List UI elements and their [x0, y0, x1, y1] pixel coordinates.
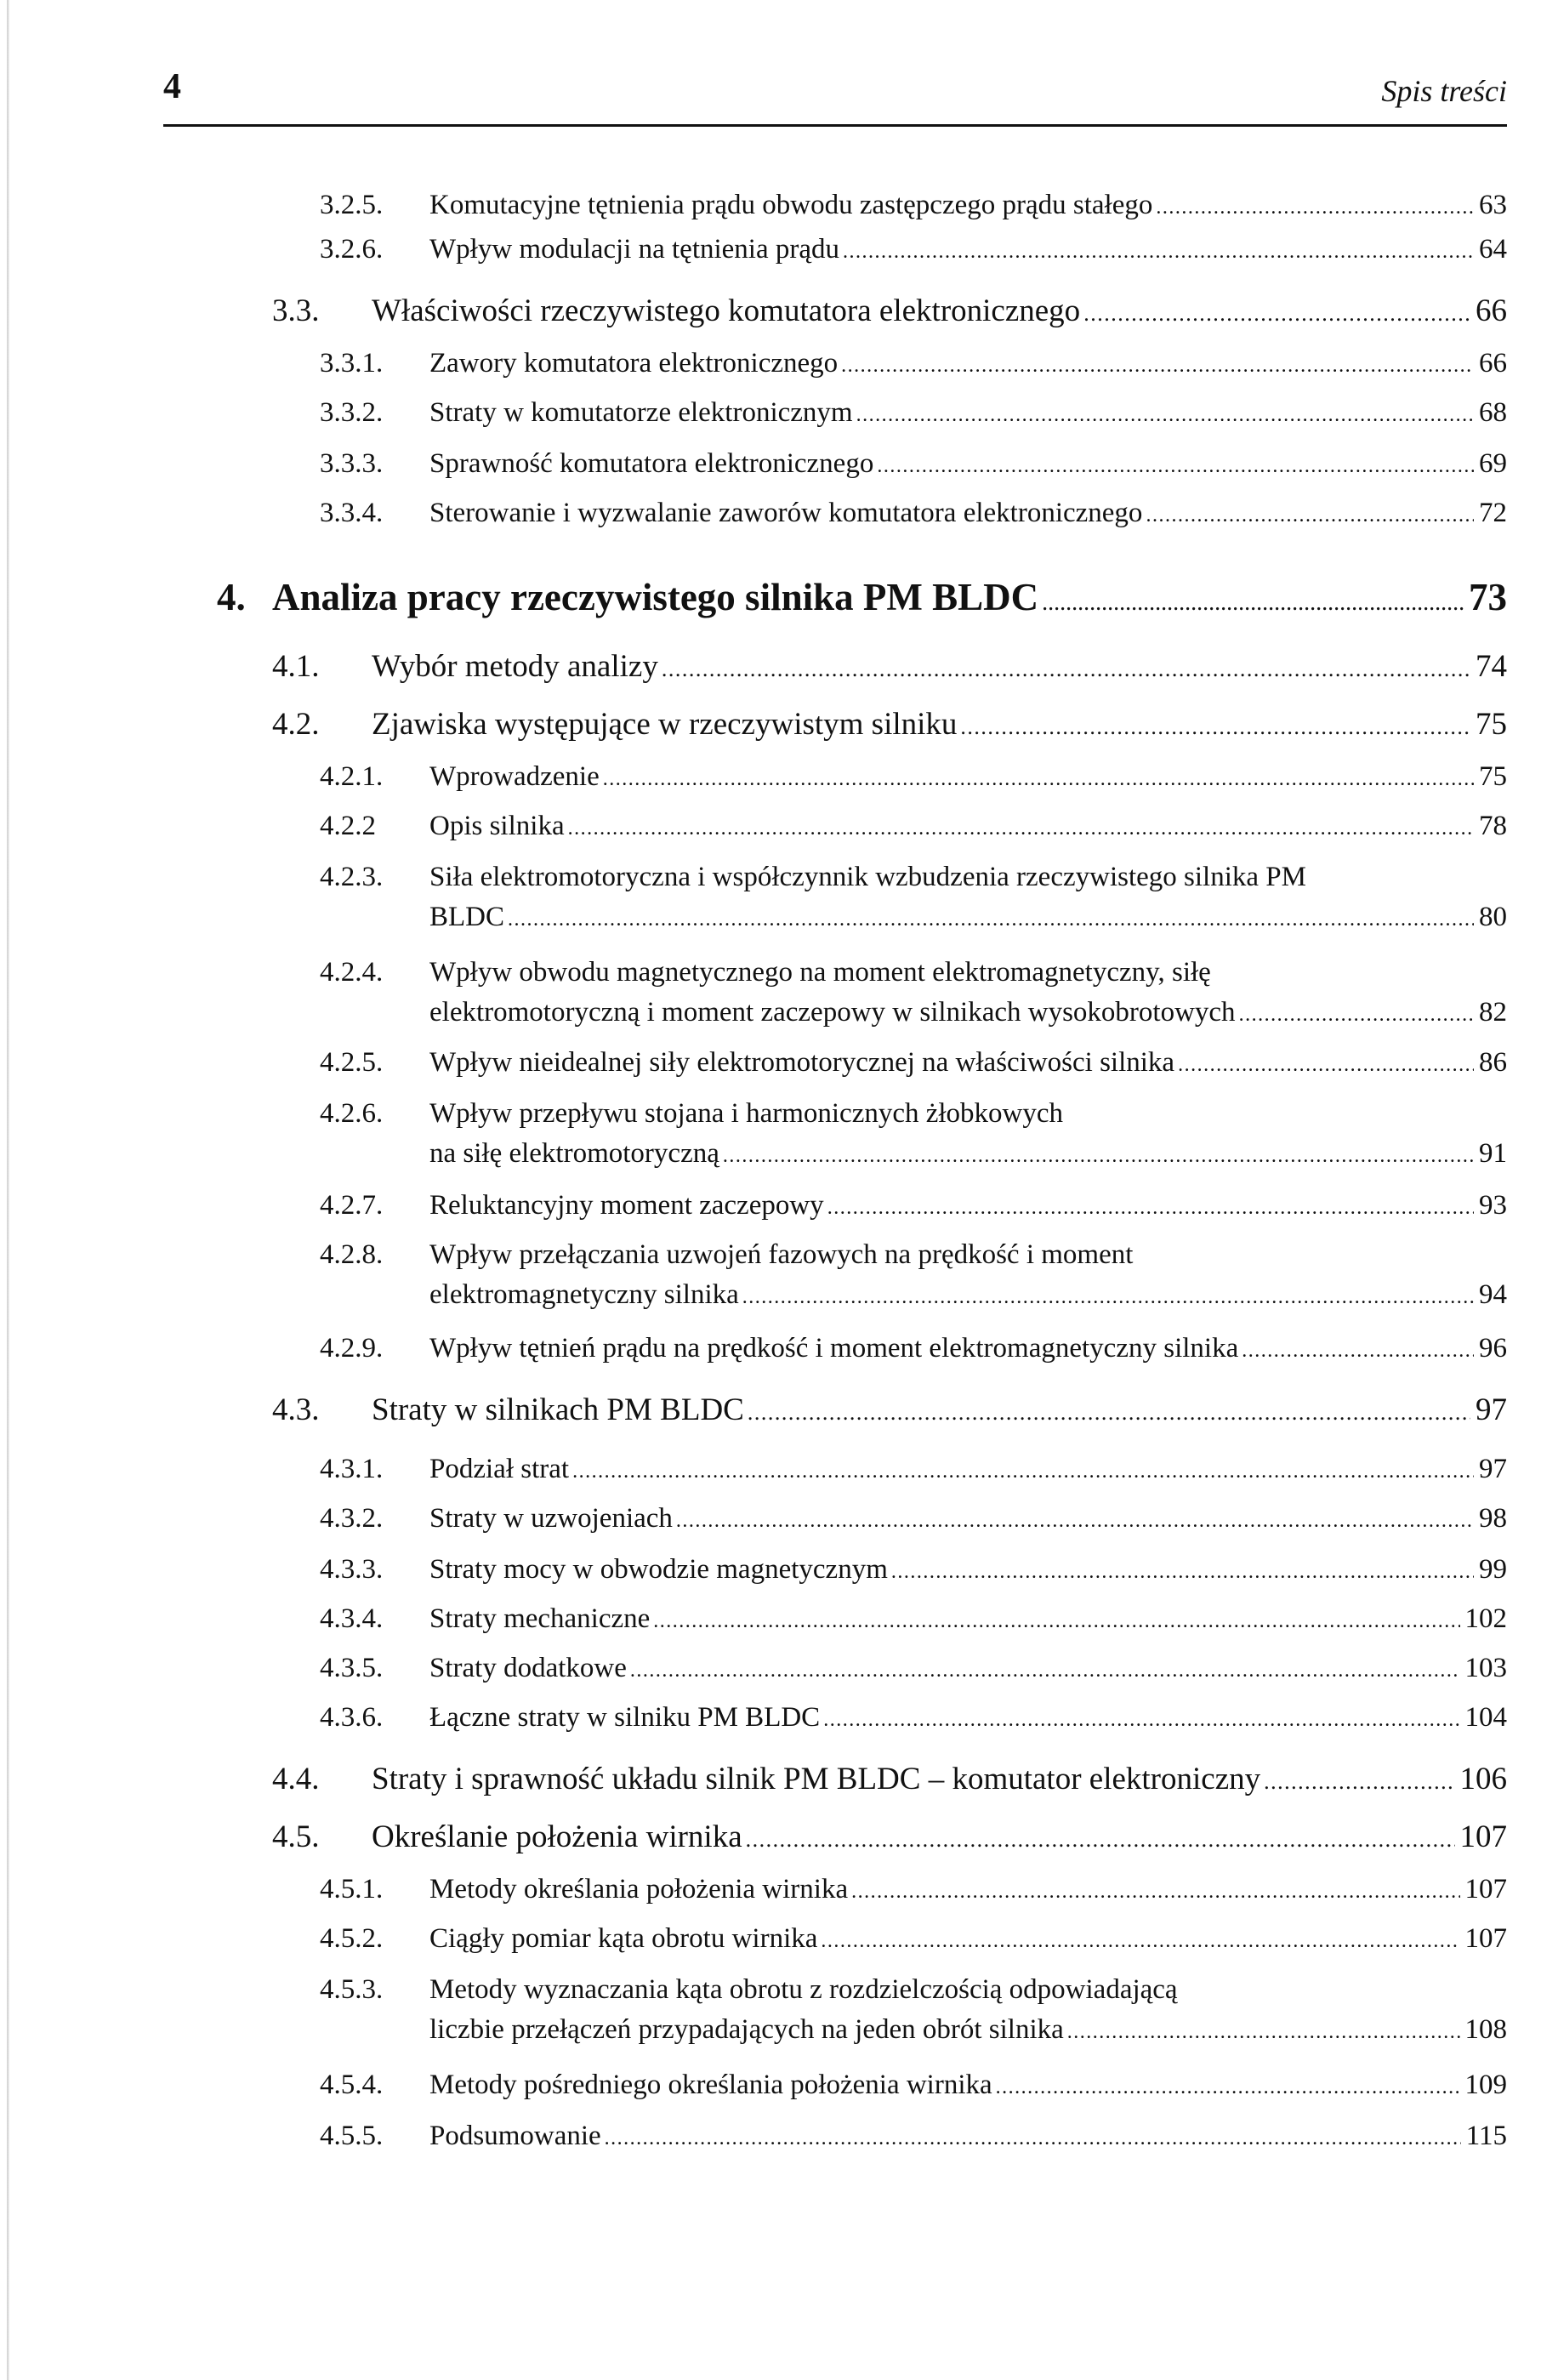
dot-leader — [1042, 572, 1464, 629]
toc-entry-number: 4.2.7. — [320, 1190, 384, 1221]
toc-entry-page: 103 — [1464, 1653, 1507, 1683]
toc-entry-title: Łączne straty w silniku PM BLDC — [429, 1702, 821, 1733]
dot-leader — [1239, 993, 1474, 1035]
toc-entry-number: 4.2.9. — [320, 1333, 384, 1364]
toc-entry-number: 4.5.1. — [320, 1874, 384, 1905]
dot-leader — [1178, 1043, 1474, 1085]
toc-entry-title: elektromagnetyczny silnika — [429, 1279, 739, 1310]
dot-leader — [605, 2116, 1461, 2159]
dot-leader — [841, 344, 1474, 386]
toc-entry-title: Straty mocy w obwodzie magnetycznym — [429, 1554, 888, 1585]
toc-entry-title: Opis silnika — [429, 811, 565, 841]
toc-entry-title: Wprowadzenie — [429, 761, 600, 792]
toc-entry-page: 75 — [1476, 707, 1507, 742]
toc-entry-number: 4.2.1. — [320, 761, 384, 792]
toc-entry-number: 3.3.4. — [320, 498, 384, 528]
toc-entry-number: 4.3.3. — [320, 1554, 384, 1585]
toc-entry-title: Wpływ modulacji na tętnienia prądu — [429, 234, 840, 265]
dot-leader — [1264, 1759, 1454, 1802]
dot-leader — [1083, 291, 1470, 333]
toc-entry-page: 108 — [1464, 2014, 1507, 2045]
toc-entry-page: 93 — [1479, 1190, 1507, 1221]
toc-entry-number: 4.2.8. — [320, 1239, 384, 1270]
toc-entry-title: Siła elektromotoryczna i współczynnik wzbudzenia rzeczywistego silnika PM — [429, 862, 1306, 892]
toc-entry-title: Podział strat — [429, 1454, 570, 1484]
dot-leader — [676, 1499, 1474, 1541]
toc-entry-title: Właściwości rzeczywistego komutatora elektronicznego — [372, 293, 1081, 328]
toc-entry-title: Wpływ obwodu magnetycznego na moment elektromagnetyczny, siłę — [429, 957, 1211, 988]
dot-leader — [877, 444, 1474, 487]
toc-entry-page: 63 — [1479, 190, 1507, 220]
dot-leader — [568, 806, 1474, 849]
toc-entry-number: 4. — [217, 576, 246, 618]
toc-entry-page: 74 — [1476, 649, 1507, 684]
toc-entry-page: 97 — [1479, 1454, 1507, 1484]
dot-leader — [630, 1648, 1460, 1691]
dot-leader — [1242, 1329, 1474, 1371]
toc-entry-title: Wybór metody analizy — [372, 649, 658, 684]
dot-leader — [856, 393, 1474, 436]
dot-leader — [821, 1919, 1459, 1962]
toc-entry-page: 66 — [1476, 293, 1507, 328]
toc-entry-title: Straty w komutatorze elektronicznym — [429, 397, 853, 428]
toc-entry-page: 66 — [1479, 348, 1507, 379]
page-edge-shadow — [7, 0, 9, 2380]
toc-entry-title: Metody wyznaczania kąta obrotu z rozdzielczością odpowiadającą — [429, 1974, 1178, 2005]
toc-entry-number: 4.5.2. — [320, 1923, 384, 1954]
toc-entry-title: Straty w silnikach PM BLDC — [372, 1392, 744, 1427]
toc-entry-page: 107 — [1459, 1819, 1507, 1854]
toc-entry-title: Straty mechaniczne — [429, 1603, 651, 1634]
toc-entry-page: 96 — [1479, 1333, 1507, 1364]
toc-entry-title: liczbie przełączeń przypadających na jeden obrót silnika — [429, 2014, 1064, 2045]
toc-entry-title: Metody określania położenia wirnika — [429, 1874, 849, 1905]
dot-leader — [748, 1390, 1470, 1432]
toc-entry-page: 104 — [1464, 1702, 1507, 1733]
toc-entry-title: Określanie położenia wirnika — [372, 1819, 742, 1854]
dot-leader — [823, 1698, 1459, 1740]
toc-entry-page: 115 — [1465, 2121, 1507, 2151]
toc-entry-page: 107 — [1464, 1923, 1507, 1954]
toc-entry-title: Wpływ tętnień prądu na prędkość i moment elektromagnetyczny silnika — [429, 1333, 1239, 1364]
toc-entry-title: Podsumowanie — [429, 2121, 601, 2151]
toc-entry-title: Analiza pracy rzeczywistego silnika PM BLDC — [272, 576, 1039, 618]
toc-entry-number: 4.3. — [272, 1392, 320, 1427]
dot-leader — [572, 1449, 1474, 1492]
dot-leader — [1067, 2010, 1460, 2053]
toc-entry-number: 3.3.3. — [320, 448, 384, 479]
toc-entry-number: 4.3.5. — [320, 1653, 384, 1683]
toc-entry-title: Sterowanie i wyzwalanie zaworów komutatora elektronicznego — [429, 498, 1143, 528]
dot-leader — [662, 646, 1470, 689]
dot-leader — [603, 757, 1474, 800]
page-header — [163, 66, 1507, 126]
toc-entry-page: 98 — [1479, 1503, 1507, 1534]
dot-leader — [996, 2065, 1460, 2108]
toc-entry-number: 4.1. — [272, 649, 320, 684]
toc-entry-number: 4.2.3. — [320, 862, 384, 892]
toc-entry-number: 4.3.2. — [320, 1503, 384, 1534]
toc-entry-number: 4.2.5. — [320, 1047, 384, 1078]
toc-entry-page: 68 — [1479, 397, 1507, 428]
toc-entry-page: 107 — [1464, 1874, 1507, 1905]
toc-entry-page: 64 — [1479, 234, 1507, 265]
toc-entry-number: 4.2.4. — [320, 957, 384, 988]
toc-entry-title: Reluktancyjny moment zaczepowy — [429, 1190, 824, 1221]
dot-leader — [843, 230, 1474, 272]
toc-entry-page: 82 — [1479, 997, 1507, 1028]
toc-entry-number: 4.2. — [272, 707, 320, 742]
toc-entry-title: Zawory komutatora elektronicznego — [429, 348, 839, 379]
dot-leader — [851, 1870, 1459, 1912]
toc-entry-number: 4.5.3. — [320, 1974, 384, 2005]
toc-entry-number: 4.3.4. — [320, 1603, 384, 1634]
toc-entry-page: 91 — [1479, 1138, 1507, 1169]
toc-entry-title: Metody pośredniego określania położenia wirnika — [429, 2070, 992, 2100]
toc-entry-number: 3.3. — [272, 293, 320, 328]
toc-entry-title: Komutacyjne tętnienia prądu obwodu zastępczego prądu stałego — [429, 190, 1153, 220]
toc-entry-title: Sprawność komutatora elektronicznego — [429, 448, 874, 479]
toc-entry-page: 102 — [1464, 1603, 1507, 1634]
toc-entry-page: 73 — [1469, 576, 1507, 618]
toc-entry-number: 4.5.4. — [320, 2070, 384, 2100]
toc-entry-page: 86 — [1479, 1047, 1507, 1078]
toc-entry-number: 4.3.6. — [320, 1702, 384, 1733]
toc-entry-number: 3.3.1. — [320, 348, 384, 379]
toc-entry-number: 4.2.2 — [320, 811, 376, 841]
toc-entry-title: Wpływ nieidealnej siły elektromotorycznej na właściwości silnika — [429, 1047, 1175, 1078]
dot-leader — [960, 704, 1470, 747]
dot-leader — [653, 1599, 1459, 1642]
toc-entry-title: na siłę elektromotoryczną — [429, 1138, 719, 1169]
running-title: Spis treści — [1381, 74, 1507, 108]
dot-leader — [827, 1186, 1474, 1228]
toc-entry-number: 3.3.2. — [320, 397, 384, 428]
toc-entry-page: 94 — [1479, 1279, 1507, 1310]
toc-entry-page: 80 — [1479, 902, 1507, 932]
toc-entry-title: Straty w uzwojeniach — [429, 1503, 673, 1534]
toc-entry-number: 3.2.5. — [320, 190, 384, 220]
toc-entry-title: Straty i sprawność układu silnik PM BLDC – komutator elektroniczny — [372, 1762, 1261, 1796]
toc-entry-title: Zjawiska występujące w rzeczywistym silniku — [372, 707, 958, 742]
toc-entry-number: 4.3.1. — [320, 1454, 384, 1484]
toc-entry-page: 72 — [1479, 498, 1507, 528]
toc-entry-number: 4.5.5. — [320, 2121, 384, 2151]
toc-entry-page: 106 — [1459, 1762, 1507, 1796]
page-number: 4 — [163, 67, 181, 106]
toc-entry-title: Straty dodatkowe — [429, 1653, 627, 1683]
toc-entry-page: 75 — [1479, 761, 1507, 792]
toc-entry-number: 3.2.6. — [320, 234, 384, 265]
toc-entry-number: 4.5. — [272, 1819, 320, 1854]
header-rule — [163, 124, 1507, 127]
toc-entry-title: Ciągły pomiar kąta obrotu wirnika — [429, 1923, 818, 1954]
toc-entry-page: 69 — [1479, 448, 1507, 479]
toc-entry-number: 4.4. — [272, 1762, 320, 1796]
dot-leader — [746, 1817, 1455, 1859]
dot-leader — [1146, 493, 1474, 536]
dot-leader — [1156, 185, 1474, 228]
toc-entry-title: Wpływ przełączania uzwojeń fazowych na prędkość i moment — [429, 1239, 1134, 1270]
toc-entry-page: 78 — [1479, 811, 1507, 841]
toc-entry-title: BLDC — [429, 902, 505, 932]
dot-leader — [891, 1550, 1474, 1592]
dot-leader — [508, 897, 1474, 940]
toc-entry-number: 4.2.6. — [320, 1098, 384, 1129]
toc-entry-title: Wpływ przepływu stojana i harmonicznych żłobkowych — [429, 1098, 1064, 1129]
toc-entry-page: 99 — [1479, 1554, 1507, 1585]
toc-entry-page: 109 — [1464, 2070, 1507, 2100]
toc-entry-title: elektromotoryczną i moment zaczepowy w silnikach wysokobrotowych — [429, 997, 1236, 1028]
dot-leader — [723, 1134, 1474, 1176]
dot-leader — [742, 1275, 1474, 1318]
toc-entry-page: 97 — [1476, 1392, 1507, 1427]
